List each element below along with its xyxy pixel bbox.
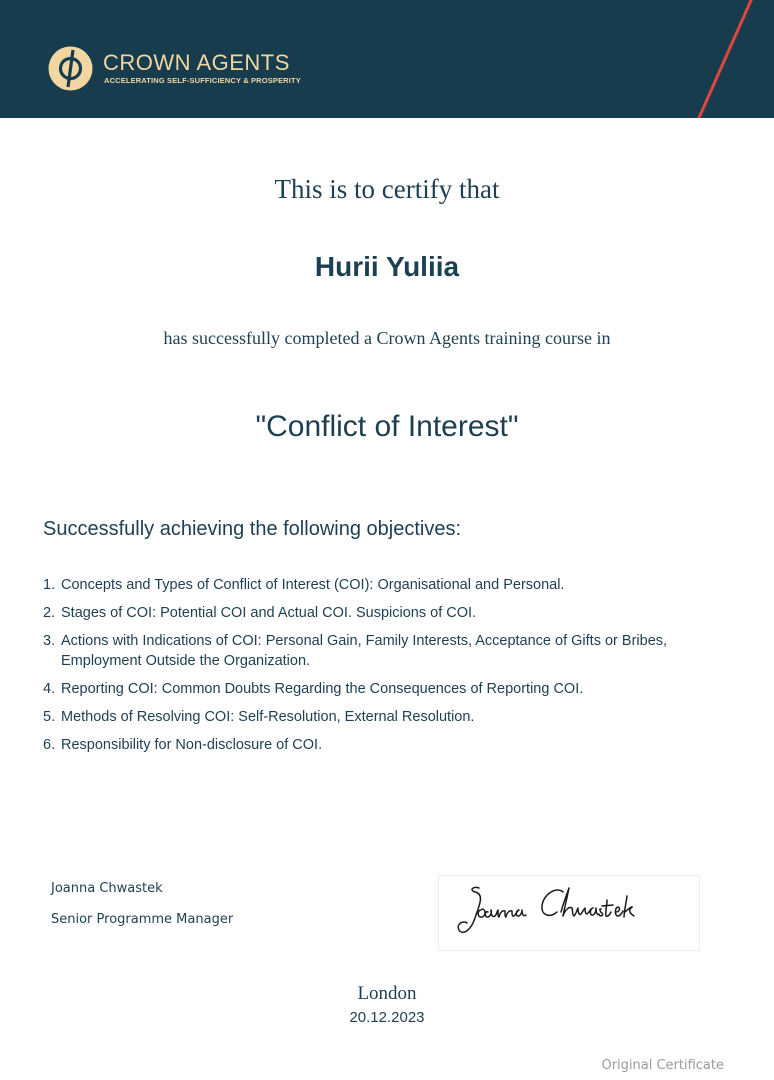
objectives-list bbox=[43, 575, 743, 763]
issue-city: London bbox=[357, 983, 417, 1004]
brand-logo bbox=[48, 46, 308, 94]
objective-text: Stages of COI: Potential COI and Actual COI. Suspicions of COI. bbox=[61, 605, 477, 621]
objective-item bbox=[43, 707, 743, 727]
crown-agents-logo-icon bbox=[48, 46, 93, 91]
brand-tagline: ACCELERATING SELF-SUFFICIENCY & PROSPERITY bbox=[104, 76, 301, 85]
course-title: "Conflict of Interest" bbox=[255, 410, 519, 443]
objective-item bbox=[43, 631, 743, 671]
handwritten-signature bbox=[439, 876, 699, 950]
objective-item bbox=[43, 575, 743, 595]
objective-item bbox=[43, 735, 743, 755]
signatory-title: Senior Programme Manager bbox=[51, 912, 234, 927]
certify-intro: This is to certify that bbox=[274, 174, 500, 204]
certificate-header bbox=[0, 0, 774, 118]
objective-text: Methods of Resolving COI: Self-Resolution, External Resolution. bbox=[61, 709, 475, 725]
objectives-heading: Successfully achieving the following objectives: bbox=[43, 518, 461, 540]
objective-item bbox=[43, 603, 743, 623]
brand-name: CROWN AGENTS bbox=[103, 50, 290, 75]
objective-text: Actions with Indications of COI: Personal Gain, Family Interests, Acceptance of Gifts or Bribes, Employment Outside the Organization. bbox=[61, 633, 668, 669]
objective-number: 6. bbox=[43, 737, 56, 753]
objective-item bbox=[43, 679, 743, 699]
objective-number: 1. bbox=[43, 577, 56, 593]
recipient-name: Hurii Yuliia bbox=[314, 251, 460, 282]
objective-number: 2. bbox=[43, 605, 56, 621]
signature bbox=[438, 875, 700, 951]
objective-number: 4. bbox=[43, 681, 56, 697]
objective-text: Reporting COI: Common Doubts Regarding the Consequences of Reporting COI. bbox=[61, 681, 584, 697]
original-certificate-label: Original Certificate bbox=[601, 1058, 724, 1073]
objective-text: Concepts and Types of Conflict of Interest (COI): Organisational and Personal. bbox=[61, 577, 565, 593]
signatory-name: Joanna Chwastek bbox=[51, 881, 163, 896]
issue-date: 20.12.2023 bbox=[349, 1009, 425, 1026]
objective-text: Responsibility for Non-disclosure of COI. bbox=[61, 737, 323, 753]
completion-statement: has successfully completed a Crown Agents training course in bbox=[163, 328, 611, 348]
objective-number: 3. bbox=[43, 633, 56, 649]
objective-number: 5. bbox=[43, 709, 56, 725]
